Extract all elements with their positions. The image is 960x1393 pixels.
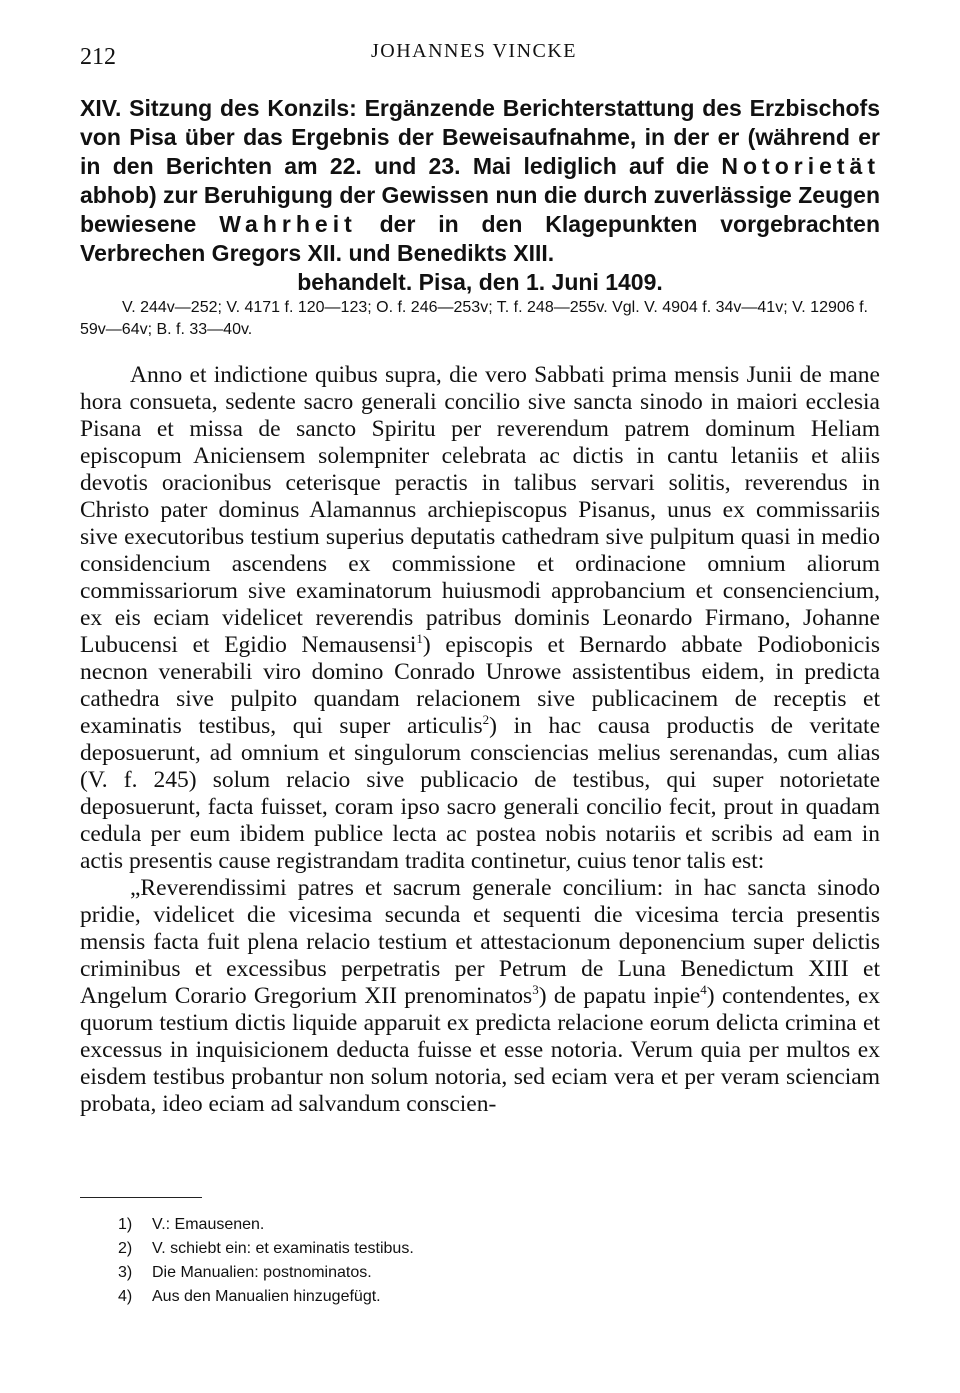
paragraph-1 bbox=[80, 362, 880, 875]
paragraph-2-text-a: „Reverendissimi patres et sacrum generale concilium: in hac sancta sinodo pridie, videlicet die vicesima secunda et sequenti die vicesima tercia presentis mensis facta fuit plena relacio testium et attestacionum deponencium super delictis criminibus et excessibus perpetratis per Petrum de Luna Benedictum XIII et Angelum Corario Gregorium XII prenominatos bbox=[80, 875, 880, 1009]
heading-text-2: abhob) zur Beruhigung der Gewissen nun die durch zuverlässige Zeugen bewiesene bbox=[80, 182, 881, 237]
footnote-ref-2: 2 bbox=[482, 712, 490, 728]
footnote-divider bbox=[80, 1197, 202, 1198]
heading-last-line: behandelt. Pisa, den 1. Juni 1409. bbox=[297, 269, 663, 295]
footnote-mark: 2) bbox=[118, 1240, 133, 1257]
footnote-mark: 3) bbox=[118, 1264, 133, 1281]
footnote-mark: 1) bbox=[118, 1216, 133, 1233]
footnotes bbox=[118, 1213, 878, 1309]
footnote-text: Die Manualien: postnominatos. bbox=[152, 1264, 372, 1281]
footnote-text: Aus den Manualien hinzugefügt. bbox=[152, 1288, 381, 1305]
footnote-3 bbox=[118, 1261, 878, 1285]
paragraph-1-text-a: Anno et indictione quibus supra, die vero Sabbati prima mensis Junii de mane hora consueta, sedente sacro generali concilio sive sancta sinodo in maiori ecclesia Pisana et missa de sancto Spiritu per reverendum patrem dominum Heliam episcopum Aniciensem solempniter celebrata ac dictis in cantu letaniis et aliis devotis oracionibus ceterisque peractis in talibus servari solitis, reverendus in Christo pater dominus Alamannus archiepiscopus Pisanus, unus ex commissariis sive executoribus testium superius deputatis cathedram sive pulpitum quasi in medio considencium ascendens ex commissione et ordinacione omnium aliorum commissariorum sive examinatorum huiusmodi approbancium et consenciencium, ex eis eciam videlicet reverendis patribus dominis Leonardo Firmano, Johanne Lubucensi et Egidio Nemausensi bbox=[80, 362, 880, 658]
section-heading bbox=[80, 94, 880, 297]
heading-text-1: XIV. Sitzung des Konzils: Ergänzende Berichterstattung des Erzbischofs von Pisa über das Ergebnis der Beweisaufnahme, in der er (während er in den Berichten am 22. und 23. Mai lediglich auf die bbox=[80, 95, 880, 179]
paragraph-1-text-b: ) episcopis et Bernardo abbate Podiobonicis necnon venerabili viro domino Conrado Unrowe assistentibus eidem, in predicta cathedra sive pulpito quandam relacionem sive publicacinem de receptis et examinatis testibus, qui super articulis bbox=[80, 632, 881, 739]
paragraph-2 bbox=[80, 875, 880, 1118]
footnote-2 bbox=[118, 1237, 878, 1261]
footnote-ref-3: 3 bbox=[532, 982, 539, 998]
main-text bbox=[80, 362, 880, 1118]
paragraph-2-text-c: ) contendentes, ex quorum testium dictis liquide apparuit ex predicta relacione eorum delicta crimina et excessus in inquisicionem deducta fuisse et esse notoria. Verum quia per multos ex eisdem testibus probantur non solum notoria, sed eciam vera et per veram scienciam probata, ideo eciam ad salvandum conscien- bbox=[80, 983, 880, 1117]
page-header bbox=[80, 38, 880, 78]
running-head: JOHANNES VINCKE bbox=[371, 40, 578, 62]
footnote-4 bbox=[118, 1285, 878, 1309]
footnote-ref-1: 1 bbox=[416, 631, 423, 647]
footnote-text: V. schiebt ein: et examinatis testibus. bbox=[152, 1240, 414, 1257]
footnote-text: V.: Emausenen. bbox=[152, 1216, 265, 1233]
heading-spaced-word-2: Wahrheit bbox=[219, 211, 357, 237]
footnote-ref-4: 4 bbox=[700, 982, 707, 998]
page-number: 212 bbox=[80, 44, 116, 70]
paragraph-2-text-b: ) de papatu inpie bbox=[538, 983, 701, 1009]
heading-spaced-word-1: Notorietät bbox=[721, 153, 880, 179]
footnote-1 bbox=[118, 1213, 878, 1237]
heading-text-3: der in den Klagepunkten vorgebrachten Verbrechen Gregors XII. und Benedikts XIII. bbox=[80, 211, 880, 266]
footnote-mark: 4) bbox=[118, 1288, 133, 1305]
paragraph-1-text-c: ) in hac causa productis de veritate deposuerunt, ad omnium et singulorum consciencias melius serenandas, cum alias (V. f. 245) solum relacio sive publicacio de testibus, qui super notorietate deposuerunt, facta fuisset, coram ipso sacro generali concilio fecit, prout in quadam cedula per eum ibidem publice lecta ac postea nobis notariis et scribis ad eam in actis presentis cause registrandam tradita continetur, cuius tenor talis est: bbox=[80, 713, 880, 874]
source-references: V. 244v—252; V. 4171 f. 120—123; O. f. 246—253v; T. f. 248—255v. Vgl. V. 4904 f. 34v—41v; V. 12906 f. 59v—64v; B. f. 33—40v. bbox=[80, 299, 868, 338]
